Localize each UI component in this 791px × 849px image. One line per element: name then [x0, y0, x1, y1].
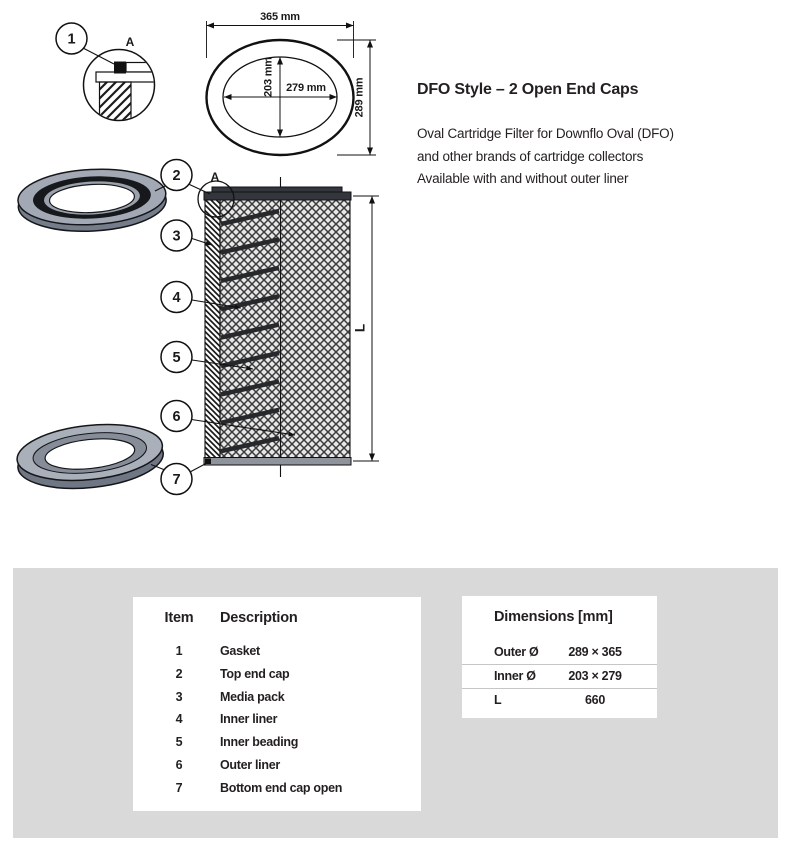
table-row: Outer Ø 289 × 365: [462, 641, 657, 665]
table-row: 3 Media pack: [175, 689, 285, 704]
items-table: [133, 597, 421, 811]
table-row: Inner Ø 203 × 279: [462, 665, 657, 689]
table-row: 1 Gasket: [175, 644, 260, 658]
page-title: DFO Style – 2 Open End Caps: [417, 81, 639, 98]
svg-text:6: 6: [172, 409, 181, 425]
callout-1-label: 1: [67, 31, 76, 48]
spec-panel: [13, 568, 778, 838]
subtitle-line-1: Oval Cartridge Filter for Downflo Oval (DFO): [417, 126, 674, 141]
items-rows: [151, 640, 421, 800]
media-pack-hatch: [205, 199, 220, 458]
length-dimension: [353, 196, 380, 461]
bottom-cap-bar: [204, 458, 351, 466]
end-cap-section: [96, 72, 158, 82]
detail-a-label-top: A: [125, 35, 135, 49]
top-end-cap-ring: [17, 166, 168, 235]
top-cap-bar: [204, 192, 351, 200]
table-row: 4 Inner liner: [175, 712, 278, 727]
media-section: [100, 82, 132, 122]
dim-289: 289 mm: [353, 77, 366, 118]
table-row: 7 Bottom end cap open: [175, 780, 343, 795]
gasket-detail-view: [56, 23, 158, 122]
oval-end-view: [207, 11, 377, 155]
title-block: [417, 81, 747, 99]
svg-text:4: 4: [172, 290, 181, 306]
dim-365: 365 mm: [260, 11, 300, 23]
detail-a-label-body: A: [210, 170, 220, 184]
table-row: L 660: [494, 693, 605, 707]
subtitle: [417, 123, 674, 168]
table-row: 2 Top end cap: [175, 666, 290, 681]
cap-lip-section: [126, 63, 158, 73]
dimensions-rows: [462, 641, 657, 712]
svg-text:7: 7: [172, 472, 181, 488]
dimensions-table: [462, 596, 657, 718]
dim-L: L: [352, 323, 368, 333]
dim-203: 203 mm: [262, 57, 275, 97]
availability-note: Available with and without outer liner: [417, 171, 629, 186]
table-row: 6 Outer liner: [175, 757, 280, 772]
svg-text:3: 3: [172, 228, 181, 245]
cartridge-body: [198, 170, 351, 477]
bottom-end-cap-ring: [14, 418, 166, 495]
items-table-header: [151, 610, 298, 626]
items-col-description: Description: [220, 610, 298, 626]
dimensions-title: Dimensions [mm]: [494, 609, 613, 625]
bottom-cap-gasket: [205, 459, 211, 465]
svg-text:2: 2: [172, 168, 181, 184]
items-col-item: Item: [164, 610, 194, 626]
gasket-section: [114, 62, 126, 74]
subtitle-line-2: and other brands of cartridge collectors: [417, 148, 644, 164]
svg-text:5: 5: [172, 350, 181, 366]
dim-279: 279 mm: [286, 82, 326, 94]
table-row: 5 Inner beading: [175, 735, 299, 750]
